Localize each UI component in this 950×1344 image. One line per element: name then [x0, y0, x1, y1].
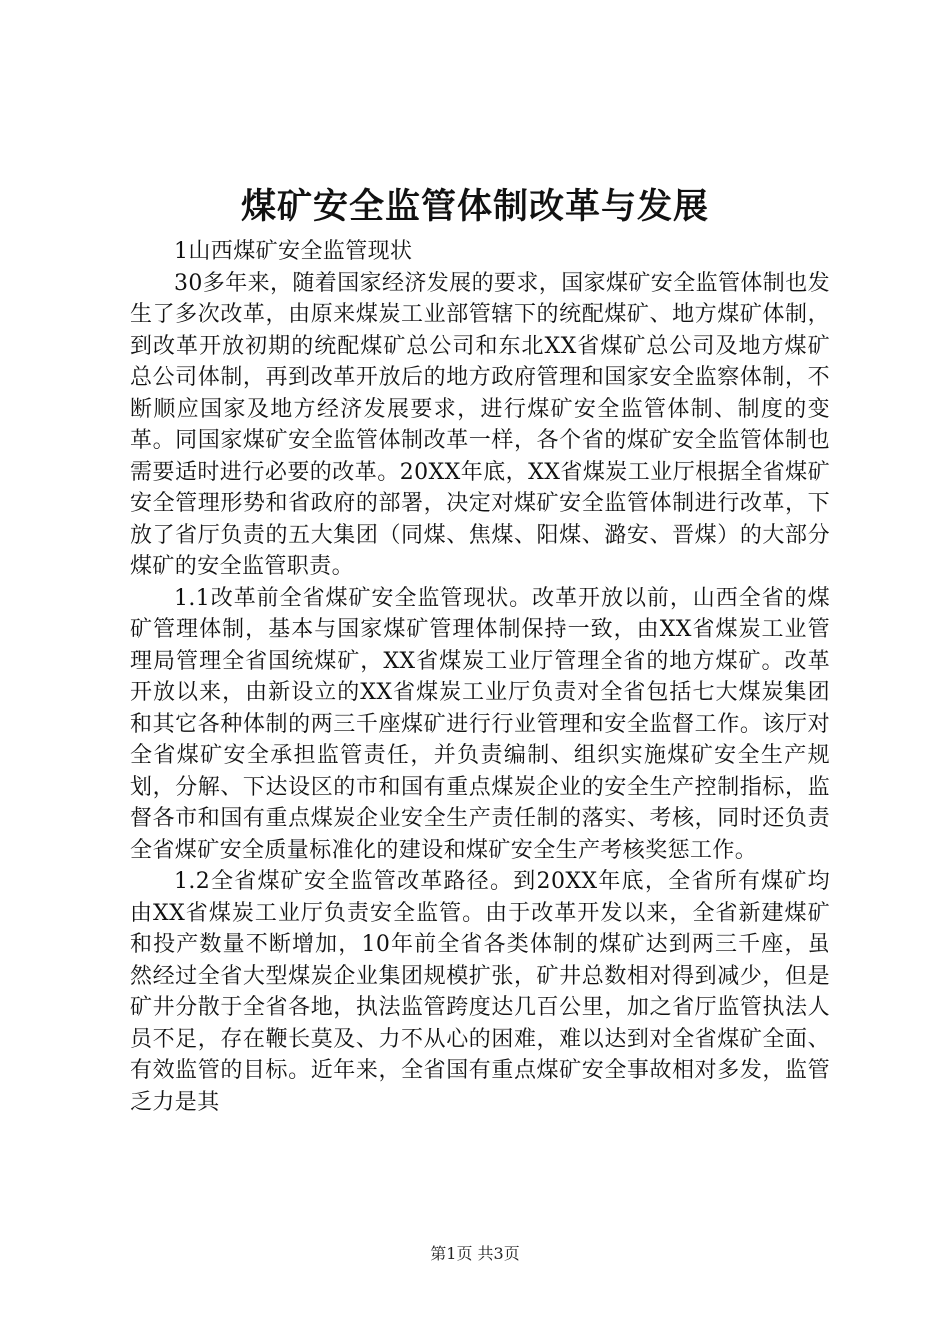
body-paragraph: 1.1改革前全省煤矿安全监管现状。改革开放以前，山西全省的煤矿管理体制，基本与国家煤矿管理体制保持一致，由XX省煤炭工业管理局管理全省国统煤矿，XX省煤炭工业厅管理全省的地方煤矿。改革开放以来，由新设立的XX省煤炭工业厅负责对全省包括七大煤炭集团和其它各种体制的两三千座煤矿进行行业管理和安全监督工作。该厅对全省煤矿安全承担监管责任，并负责编制、组织实施煤矿安全生产规划，分解、下达设区的市和国有重点煤炭企业的安全生产控制指标，监督各市和国有重点煤炭企业安全生产责任制的落实、考核，同时还负责全省煤矿安全质量标准化的建设和煤矿安全生产考核奖惩工作。	[130, 585, 830, 863]
page-footer: 第1页 共3页	[430, 1244, 520, 1263]
document-body	[130, 236, 830, 1118]
body-paragraph: 30多年来，随着国家经济发展的要求，国家煤矿安全监管体制也发生了多次改革，由原来煤炭工业部管辖下的统配煤矿、地方煤矿体制，到改革开放初期的统配煤矿总公司和东北XX省煤矿总公司及地方煤矿总公司体制，再到改革开放后的地方政府管理和国家安全监察体制，不断顺应国家及地方经济发展要求，进行煤矿安全监管体制、制度的变革。同国家煤矿安全监管体制改革一样，各个省的煤矿安全监管体制也需要适时进行必要的改革。20XX年底，XX省煤炭工业厅根据全省煤矿安全管理形势和省政府的部署，决定对煤矿安全监管体制进行改革，下放了省厅负责的五大集团（同煤、焦煤、阳煤、潞安、晋煤）的大部分煤矿的安全监管职责。	[130, 270, 830, 579]
document-title: 煤矿安全监管体制改革与发展	[240, 186, 709, 227]
body-paragraph: 1.2全省煤矿安全监管改革路径。到20XX年底，全省所有煤矿均由XX省煤炭工业厅负责安全监管。由于改革开发以来，全省新建煤矿和投产数量不断增加，10年前全省各类体制的煤矿达到两三千座，虽然经过全省大型煤炭企业集团规模扩张，矿井总数相对得到减少，但是矿井分散于全省各地，执法监管跨度达几百公里，加之省厅监管执法人员不足，存在鞭长莫及、力不从心的困难，难以达到对全省煤矿全面、有效监管的目标。近年来，全省国有重点煤矿安全事故相对多发，监管乏力是其	[130, 869, 830, 1115]
section-heading: 1山西煤矿安全监管现状	[174, 239, 413, 264]
